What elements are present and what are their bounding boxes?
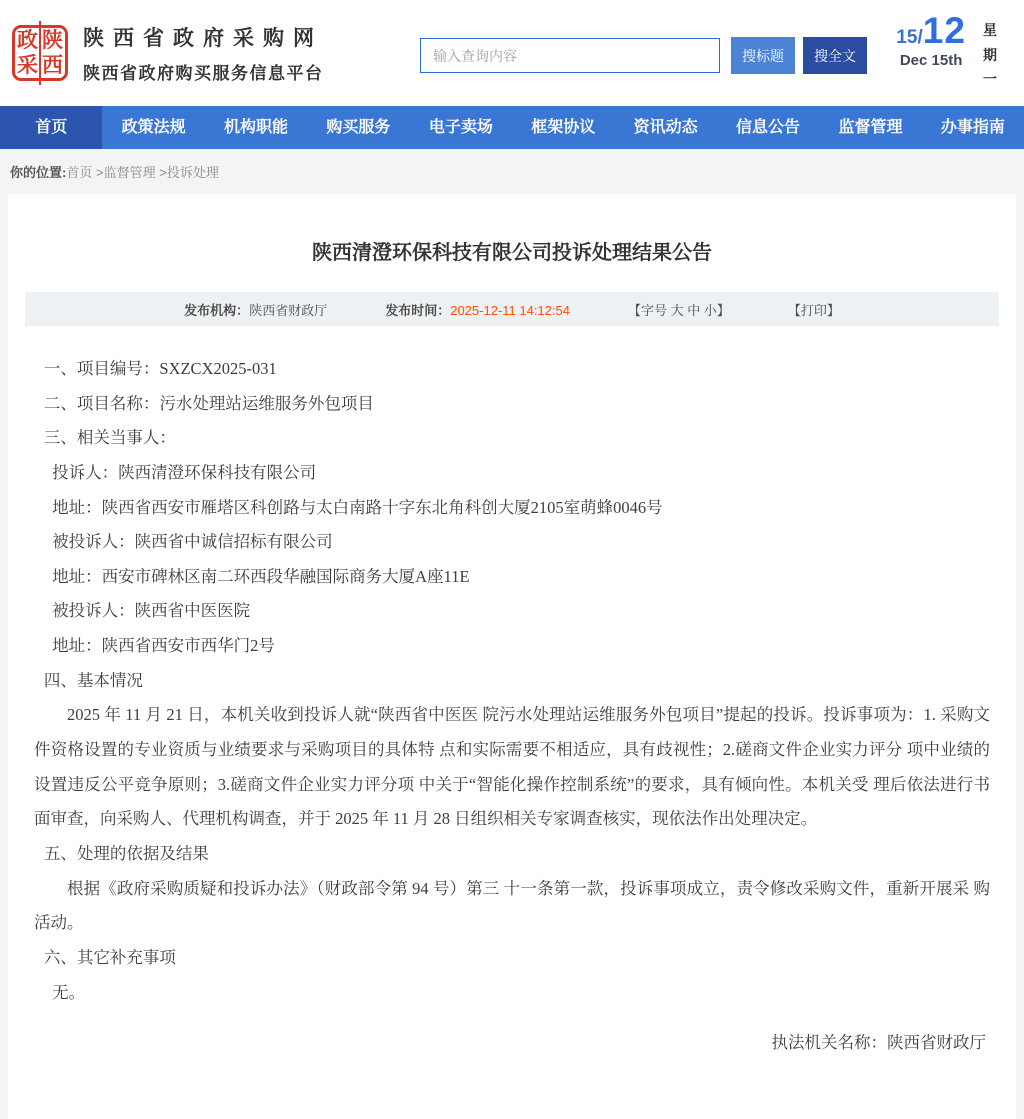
breadcrumb-link[interactable]: 投诉处理 (166, 165, 219, 180)
article-paragraph: 根据《政府采购质疑和投诉办法》（财政部令第 94 号）第三 十一条第一款，投诉事项成立，责令修改采购文件，重新开展采 购活动。 (34, 878, 990, 933)
article-paragraph: 五、处理的依据及结果 (43, 843, 209, 863)
breadcrumb-separator: > (155, 165, 167, 180)
enforcement-agency-signature: 执法机关名称：陕西省财政厅 (771, 1033, 986, 1053)
article-meta-bar (25, 292, 999, 326)
breadcrumb-link[interactable]: 首页 (66, 165, 93, 180)
article-paragraph: 三、相关当事人： (43, 428, 176, 448)
search-bar (420, 37, 867, 74)
date-day: 15 (896, 27, 918, 48)
site-title: 陕西省政府采购网 (83, 27, 323, 50)
article-paragraph: 被投诉人：陕西省中医医院 (52, 601, 251, 621)
date-month: 12 (922, 10, 966, 51)
nav-item-home[interactable]: 首页 (0, 106, 102, 149)
nav-item-guide[interactable]: 办事指南 (940, 119, 1005, 136)
site-brand-text (83, 22, 324, 84)
date-widget (896, 10, 998, 92)
nav-item-purchase-service[interactable]: 购买服务 (326, 119, 391, 136)
article-paragraph: 地址：西安市碑林区南二环西段华融国际商务大厦A座11E (52, 566, 470, 586)
article-paragraph: 被投诉人：陕西省中诚信招标有限公司 (52, 532, 333, 552)
article-paragraph: 无。 (52, 982, 86, 1002)
seal-char: 陕 (42, 29, 63, 52)
seal-char: 采 (17, 54, 38, 77)
weekday-label: 星期一 (982, 22, 997, 87)
seal-char: 政 (17, 29, 38, 52)
breadcrumb (0, 149, 1024, 194)
nav-item-notices[interactable]: 信息公告 (736, 119, 801, 136)
main-nav (0, 106, 1024, 149)
date-english: Dec 15th (899, 52, 963, 69)
publish-agency: 发布机构：陕西省财政厅 (184, 302, 328, 318)
search-title-button[interactable]: 搜标题 (731, 37, 795, 74)
nav-item-supervision[interactable]: 监督管理 (838, 119, 903, 136)
article-paragraph: 二、项目名称：污水处理站运维服务外包项目 (43, 393, 374, 413)
article-paragraph: 投诉人：陕西清澄环保科技有限公司 (52, 462, 317, 482)
article-paragraph: 2025 年 11 月 21 日，本机关收到投诉人就“陕西省中医医 院污水处理站运维服务外包项目”提起的投诉。投诉事项为：1. 采购文件资格设置的专业资质与业绩要求与采购项目的具体特 点和实际需要不相适应，具有歧视性；2.磋商文件企业实力评分 项中业绩的设置违反公平竞争原则；3.磋商文件企业实力评分项 中关于“智能化操作控制系统”的要求，具有倾向性。本机关受 理后依法进行书面审查，向采购人、代理机构调查，并于 2025 年 11 月 28 日组织相关专家调查核实，现依法作出处理决定。 (34, 705, 990, 829)
article-paragraph: 四、基本情况 (43, 670, 143, 690)
article-title: 陕西清澄环保科技有限公司投诉处理结果公告 (312, 242, 712, 264)
seal-char: 西 (42, 54, 63, 77)
nav-item-policy[interactable]: 政策法规 (121, 119, 186, 136)
breadcrumb-links (66, 162, 218, 181)
article-paragraph: 地址：陕西省西安市雁塔区科创路与太白南路十字东北角科创大厦2105室萌蜂0046号 (52, 497, 663, 517)
search-fulltext-button[interactable]: 搜全文 (803, 37, 867, 74)
nav-item-news[interactable]: 资讯动态 (633, 119, 698, 136)
publish-time-value: 2025-12-11 14:12:54 (450, 302, 570, 318)
breadcrumb-link[interactable]: 监督管理 (103, 165, 156, 180)
article-paragraph: 一、项目编号：SXZCX2025-031 (43, 359, 277, 378)
article-body (34, 352, 990, 1010)
breadcrumb-prefix: 你的位置: (10, 165, 67, 180)
breadcrumb-separator: > (92, 165, 104, 180)
search-input[interactable] (420, 38, 720, 73)
date-separator: / (917, 27, 923, 48)
article-paragraph: 地址：陕西省西安市西华门2号 (52, 636, 275, 656)
article-paragraph: 六、其它补充事项 (43, 947, 176, 967)
top-header (0, 0, 1024, 106)
date-numbers (896, 10, 966, 92)
print-button[interactable]: 【打印】 (787, 302, 840, 318)
nav-item-e-mall[interactable]: 电子卖场 (428, 119, 493, 136)
nav-item-functions[interactable]: 机构职能 (224, 119, 289, 136)
site-brand (12, 22, 324, 84)
fontsize-control[interactable]: 【字号 大 中 小】 (627, 302, 730, 318)
publish-time: 发布时间：2025-12-11 14:12:54 (385, 302, 570, 318)
site-logo-seal-icon (12, 25, 68, 81)
site-subtitle: 陕西省政府购买服务信息平台 (83, 64, 324, 83)
content-panel (8, 194, 1016, 1119)
nav-item-framework[interactable]: 框架协议 (531, 119, 596, 136)
